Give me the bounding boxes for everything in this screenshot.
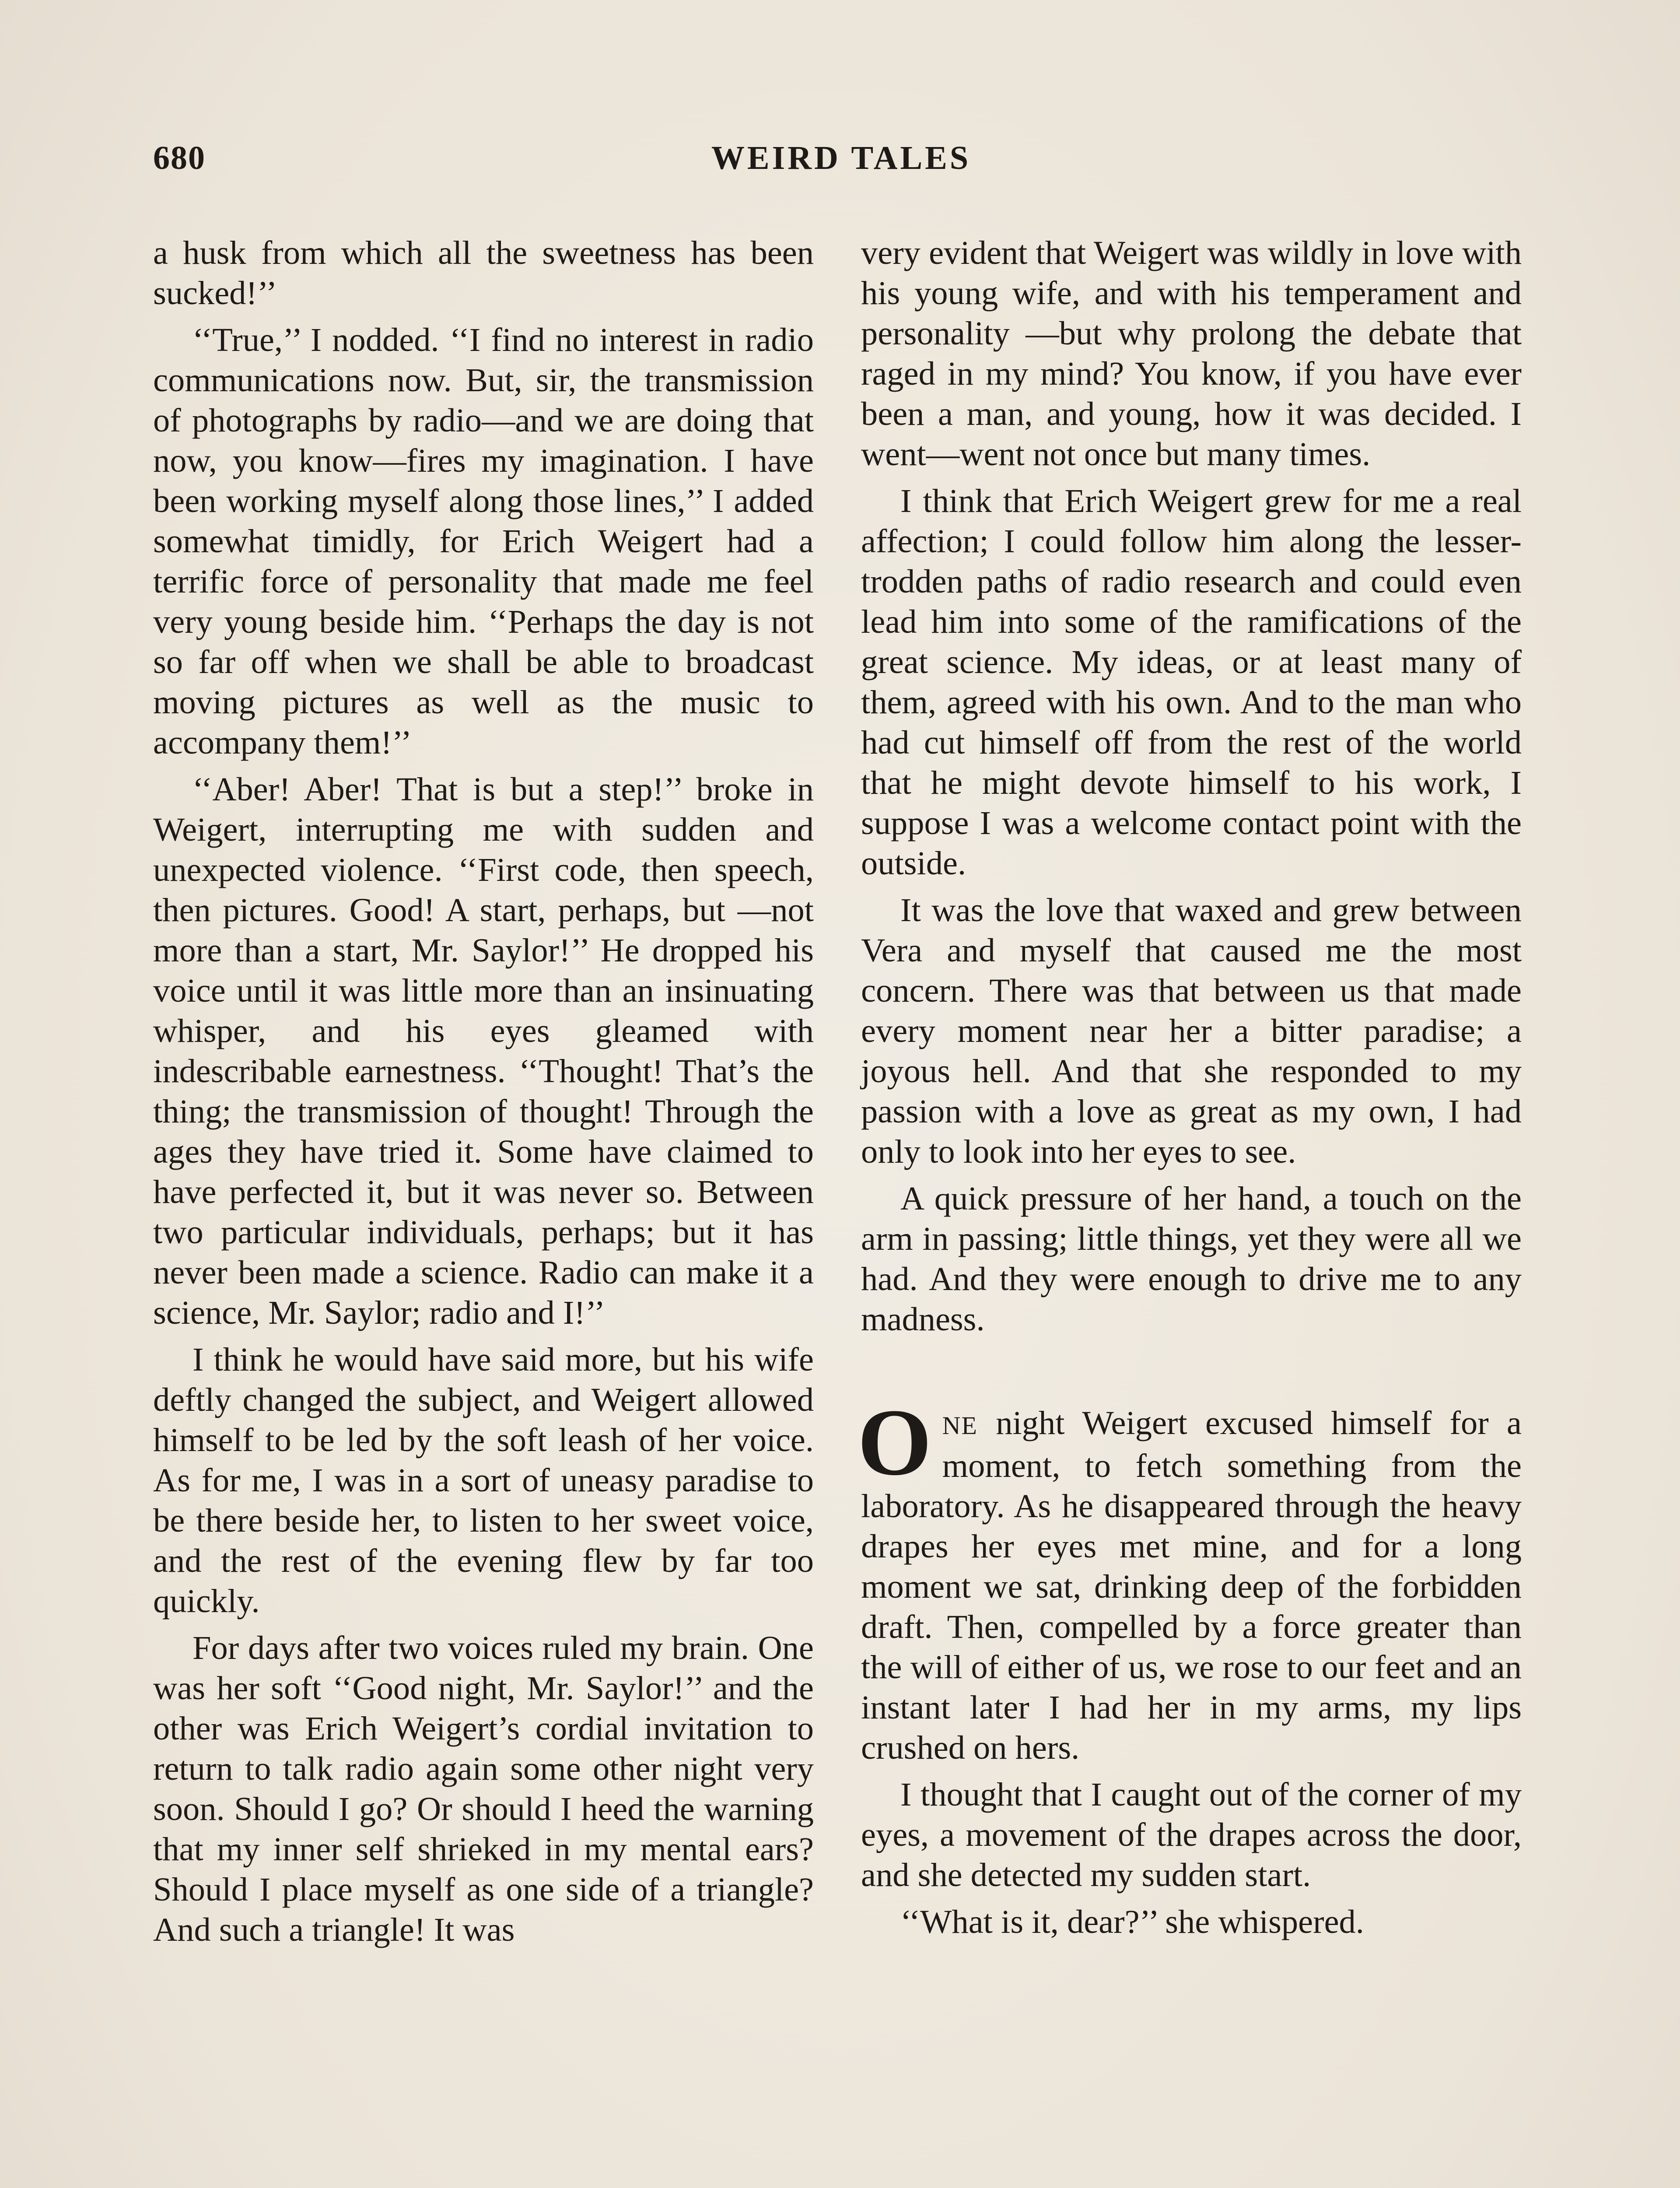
left-column	[153, 233, 814, 1957]
paragraph: very evident that Weigert was wildly in love with his young wife, and with his temperament and personality —but why prolong the debate that raged in my mind? You know, if you have ever been a man, and young, how it was decided. I went—went not once but many times.	[861, 234, 1522, 473]
paragraph: ‘‘True,’’ I nodded. ‘‘I find no interest in radio communications now. But, sir, the transmission of photographs by radio—and we are doing that now, you know—fires my imagination. I have been working myself along those lines,’’ I added somewhat timidly, for Erich Weigert had a terrific force of personality that made me feel very young beside him. ‘‘Perhaps the day is not so far off when we shall be able to broadcast moving pictures as well as the music to accompany them!’’	[153, 321, 814, 761]
paragraph: I think that Erich Weigert grew for me a real affection; I could follow him along the lesser-trodden paths of radio research and could even lead him into some of the ramifications of the great science. My ideas, or at least many of them, agreed with his own. And to the man who had cut himself off from the rest of the world that he might devote himself to his work, I suppose I was a welcome contact point with the outside.	[861, 482, 1522, 882]
paragraph: A quick pressure of her hand, a touch on the arm in passing; little things, yet they were all we had. And they were enough to drive me to any madness.	[861, 1180, 1522, 1338]
page-header	[153, 139, 1529, 187]
paragraph: I thought that I caught out of the corner of my eyes, a movement of the drapes across the door, and she detected my sudden start.	[861, 1776, 1522, 1893]
paragraph: ‘‘What is it, dear?’’ she whispered.	[900, 1903, 1364, 1940]
section-opening-paragraph	[858, 1390, 1522, 1768]
right-column	[858, 233, 1522, 1949]
paragraph: ‘‘Aber! Aber! That is but a step!’’ broke in Weigert, interrupting me with sudden and unexpected violence. ‘‘First code, then speech, then pictures. Good! A start, perhaps, but —not more than a start, Mr. Saylor!’’ He dropped his voice until it was little more than an insinuating whisper, and his eyes gleamed with indescribable earnestness. ‘‘Thought! That’s the thing; the transmission of thought! Through the ages they have tried it. Some have claimed to have perfected it, but it was never so. Between two particular individuals, perhaps; but it has never been made a science. Radio can make it a science, Mr. Saylor; radio and I!’’	[153, 771, 814, 1331]
paragraph: a husk from which all the sweetness has been sucked!’’	[153, 234, 814, 312]
paragraph: I think he would have said more, but his wife deftly changed the subject, and Weigert allowed himself to be led by the soft leash of her voice. As for me, I was in a sort of uneasy paradise to be there beside her, to listen to her sweet voice, and the rest of the evening flew by far too quickly.	[153, 1341, 814, 1620]
running-title: WEIRD TALES	[711, 140, 971, 176]
drop-cap: O	[858, 1390, 932, 1495]
paragraph: It was the love that waxed and grew between Vera and myself that caused me the most concern. There was that between us that made every moment near her a bitter paradise; a joyous hell. And that she responded to my passion with a love as great as my own, I had only to look into her eyes to see.	[861, 891, 1522, 1170]
paragraph: For days after two voices ruled my brain. One was her soft ‘‘Good night, Mr. Saylor!’’ and the other was Erich Weigert’s cordial invitation to return to talk radio again some other night very soon. Should I go? Or should I heed the warning that my inner self shrieked in my mental ears? Should I place myself as one side of a triangle? And such a triangle! It was	[153, 1629, 814, 1948]
page-number: 680	[153, 140, 206, 176]
paragraph-text: night Weigert excused himself for a moment, to fetch something from the laboratory. As he disappeared through the heavy drapes her eyes met mine, and for a long moment we sat, drinking deep of the forbidden draft. Then, compelled by a force greater than the will of either of us, we rose to our feet and an instant later I had her in my arms, my lips crushed on hers.	[861, 1404, 1522, 1766]
small-caps-lead: NE	[942, 1411, 978, 1440]
